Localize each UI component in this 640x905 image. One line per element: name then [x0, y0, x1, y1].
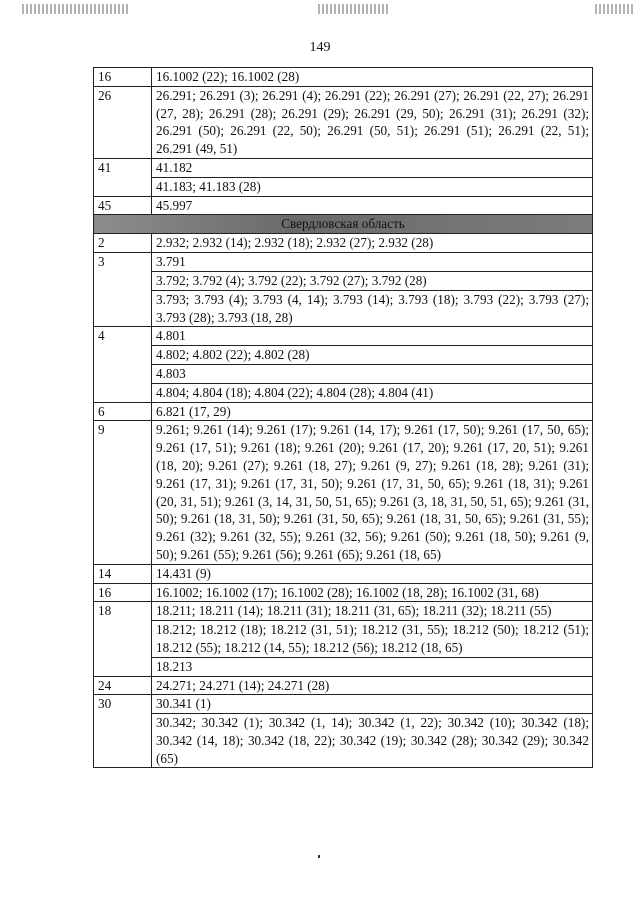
code-list: 16.1002; 16.1002 (17); 16.1002 (28); 16.1002 (18, 28); 16.1002 (31, 68) — [152, 583, 593, 602]
page-number: 149 — [309, 40, 331, 55]
code-list: 18.213 — [152, 657, 593, 676]
code-list: 41.182 — [152, 158, 593, 177]
code-list: 4.801 — [152, 327, 593, 346]
group-code: 45 — [94, 196, 152, 215]
group-code: 24 — [94, 676, 152, 695]
group-code: 41 — [94, 158, 152, 196]
table-row — [94, 657, 593, 676]
table-row — [94, 196, 593, 215]
table-row — [94, 346, 593, 365]
code-list: 45.997 — [152, 196, 593, 215]
code-list: 3.791 — [152, 253, 593, 272]
group-code: 3 — [94, 253, 152, 327]
table-row — [94, 158, 593, 177]
classification-codes-table — [93, 67, 593, 768]
group-code: 2 — [94, 234, 152, 253]
table-row — [94, 583, 593, 602]
code-list: 30.342; 30.342 (1); 30.342 (1, 14); 30.342 (1, 22); 30.342 (10); 30.342 (18); 30.342 (14, 18); 30.342 (18, 22); 30.342 (19); 30.342 (28); 30.342 (29); 30.342 (65) — [152, 714, 593, 768]
table-row — [94, 676, 593, 695]
table-row — [94, 290, 593, 327]
scan-artifact-center — [318, 4, 388, 14]
code-list: 18.212; 18.212 (18); 18.212 (31, 51); 18.212 (31, 55); 18.212 (50); 18.212 (51); 18.212 (55); 18.212 (14, 55); 18.212 (56); 18.212 (18, 65) — [152, 621, 593, 658]
group-code: 30 — [94, 695, 152, 768]
code-list: 4.804; 4.804 (18); 4.804 (22); 4.804 (28); 4.804 (41) — [152, 383, 593, 402]
code-list: 30.341 (1) — [152, 695, 593, 714]
table-row — [94, 327, 593, 346]
code-list: 4.803 — [152, 364, 593, 383]
code-list: 26.291; 26.291 (3); 26.291 (4); 26.291 (22); 26.291 (27); 26.291 (22, 27); 26.291 (27, 28); 26.291 (28); 26.291 (29); 26.291 (29, 50); 26.291 (31); 26.291 (32); 26.291 (50); 26.291 (22, 50); 26.291 (50, 51); 26.291 (51); 26.291 (22, 51); 26.291 (49, 51) — [152, 86, 593, 158]
code-list: 18.211; 18.211 (14); 18.211 (31); 18.211 (31, 65); 18.211 (32); 18.211 (55) — [152, 602, 593, 621]
code-list: 24.271; 24.271 (14); 24.271 (28) — [152, 676, 593, 695]
table-body — [94, 68, 593, 768]
table-row — [94, 68, 593, 87]
code-list: 2.932; 2.932 (14); 2.932 (18); 2.932 (27); 2.932 (28) — [152, 234, 593, 253]
code-list: 3.792; 3.792 (4); 3.792 (22); 3.792 (27); 3.792 (28) — [152, 271, 593, 290]
table-row — [94, 564, 593, 583]
table-row — [94, 421, 593, 564]
table-row — [94, 621, 593, 658]
group-code: 14 — [94, 564, 152, 583]
table-row — [94, 402, 593, 421]
group-code: 6 — [94, 402, 152, 421]
table-row — [94, 234, 593, 253]
code-list: 4.802; 4.802 (22); 4.802 (28) — [152, 346, 593, 365]
table-row — [94, 253, 593, 272]
table-row — [94, 177, 593, 196]
scan-speck — [318, 855, 320, 858]
group-code: 16 — [94, 583, 152, 602]
table-row — [94, 271, 593, 290]
table-row — [94, 364, 593, 383]
group-code: 16 — [94, 68, 152, 87]
code-list: 9.261; 9.261 (14); 9.261 (17); 9.261 (14, 17); 9.261 (17, 50); 9.261 (17, 50, 65); 9.261 (17, 51); 9.261 (18); 9.261 (20); 9.261 (17, 20); 9.261 (17, 20, 51); 9.261 (18, 20); 9.261 (27); 9.261 (18, 27); 9.261 (9, 27); 9.261 (18, 28); 9.261 (31); 9.261 (17, 31); 9.261 (17, 31, 50); 9.261 (17, 31, 50, 65); 9.261 (18, 31); 9.261 (20, 31, 51); 9.261 (3, 14, 31, 50, 51, 65); 9.261 (3, 18, 31, 50, 51, 65); 9.261 (31, 50); 9.261 (18, 31, 50); 9.261 (31, 50, 65); 9.261 (18, 31, 50, 65); 9.261 (31, 55); 9.261 (32); 9.261 (32, 55); 9.261 (32, 56); 9.261 (50); 9.261 (18, 50); 9.261 (9, 50); 9.261 (55); 9.261 (56); 9.261 (65); 9.261 (18, 65) — [152, 421, 593, 564]
code-list: 14.431 (9) — [152, 564, 593, 583]
code-list: 41.183; 41.183 (28) — [152, 177, 593, 196]
table-row — [94, 714, 593, 768]
code-list: 6.821 (17, 29) — [152, 402, 593, 421]
group-code: 4 — [94, 327, 152, 402]
group-code: 9 — [94, 421, 152, 564]
table-row — [94, 695, 593, 714]
table-row — [94, 383, 593, 402]
region-name: Свердловская область — [94, 215, 593, 234]
code-list: 3.793; 3.793 (4); 3.793 (4, 14); 3.793 (14); 3.793 (18); 3.793 (22); 3.793 (27); 3.793 (28); 3.793 (18, 28) — [152, 290, 593, 327]
group-code: 18 — [94, 602, 152, 676]
scan-artifact-right — [595, 4, 635, 14]
region-header-row — [94, 215, 593, 234]
scan-artifact-left — [22, 4, 130, 14]
table-row — [94, 602, 593, 621]
group-code: 26 — [94, 86, 152, 158]
code-list: 16.1002 (22); 16.1002 (28) — [152, 68, 593, 87]
table-row — [94, 86, 593, 158]
